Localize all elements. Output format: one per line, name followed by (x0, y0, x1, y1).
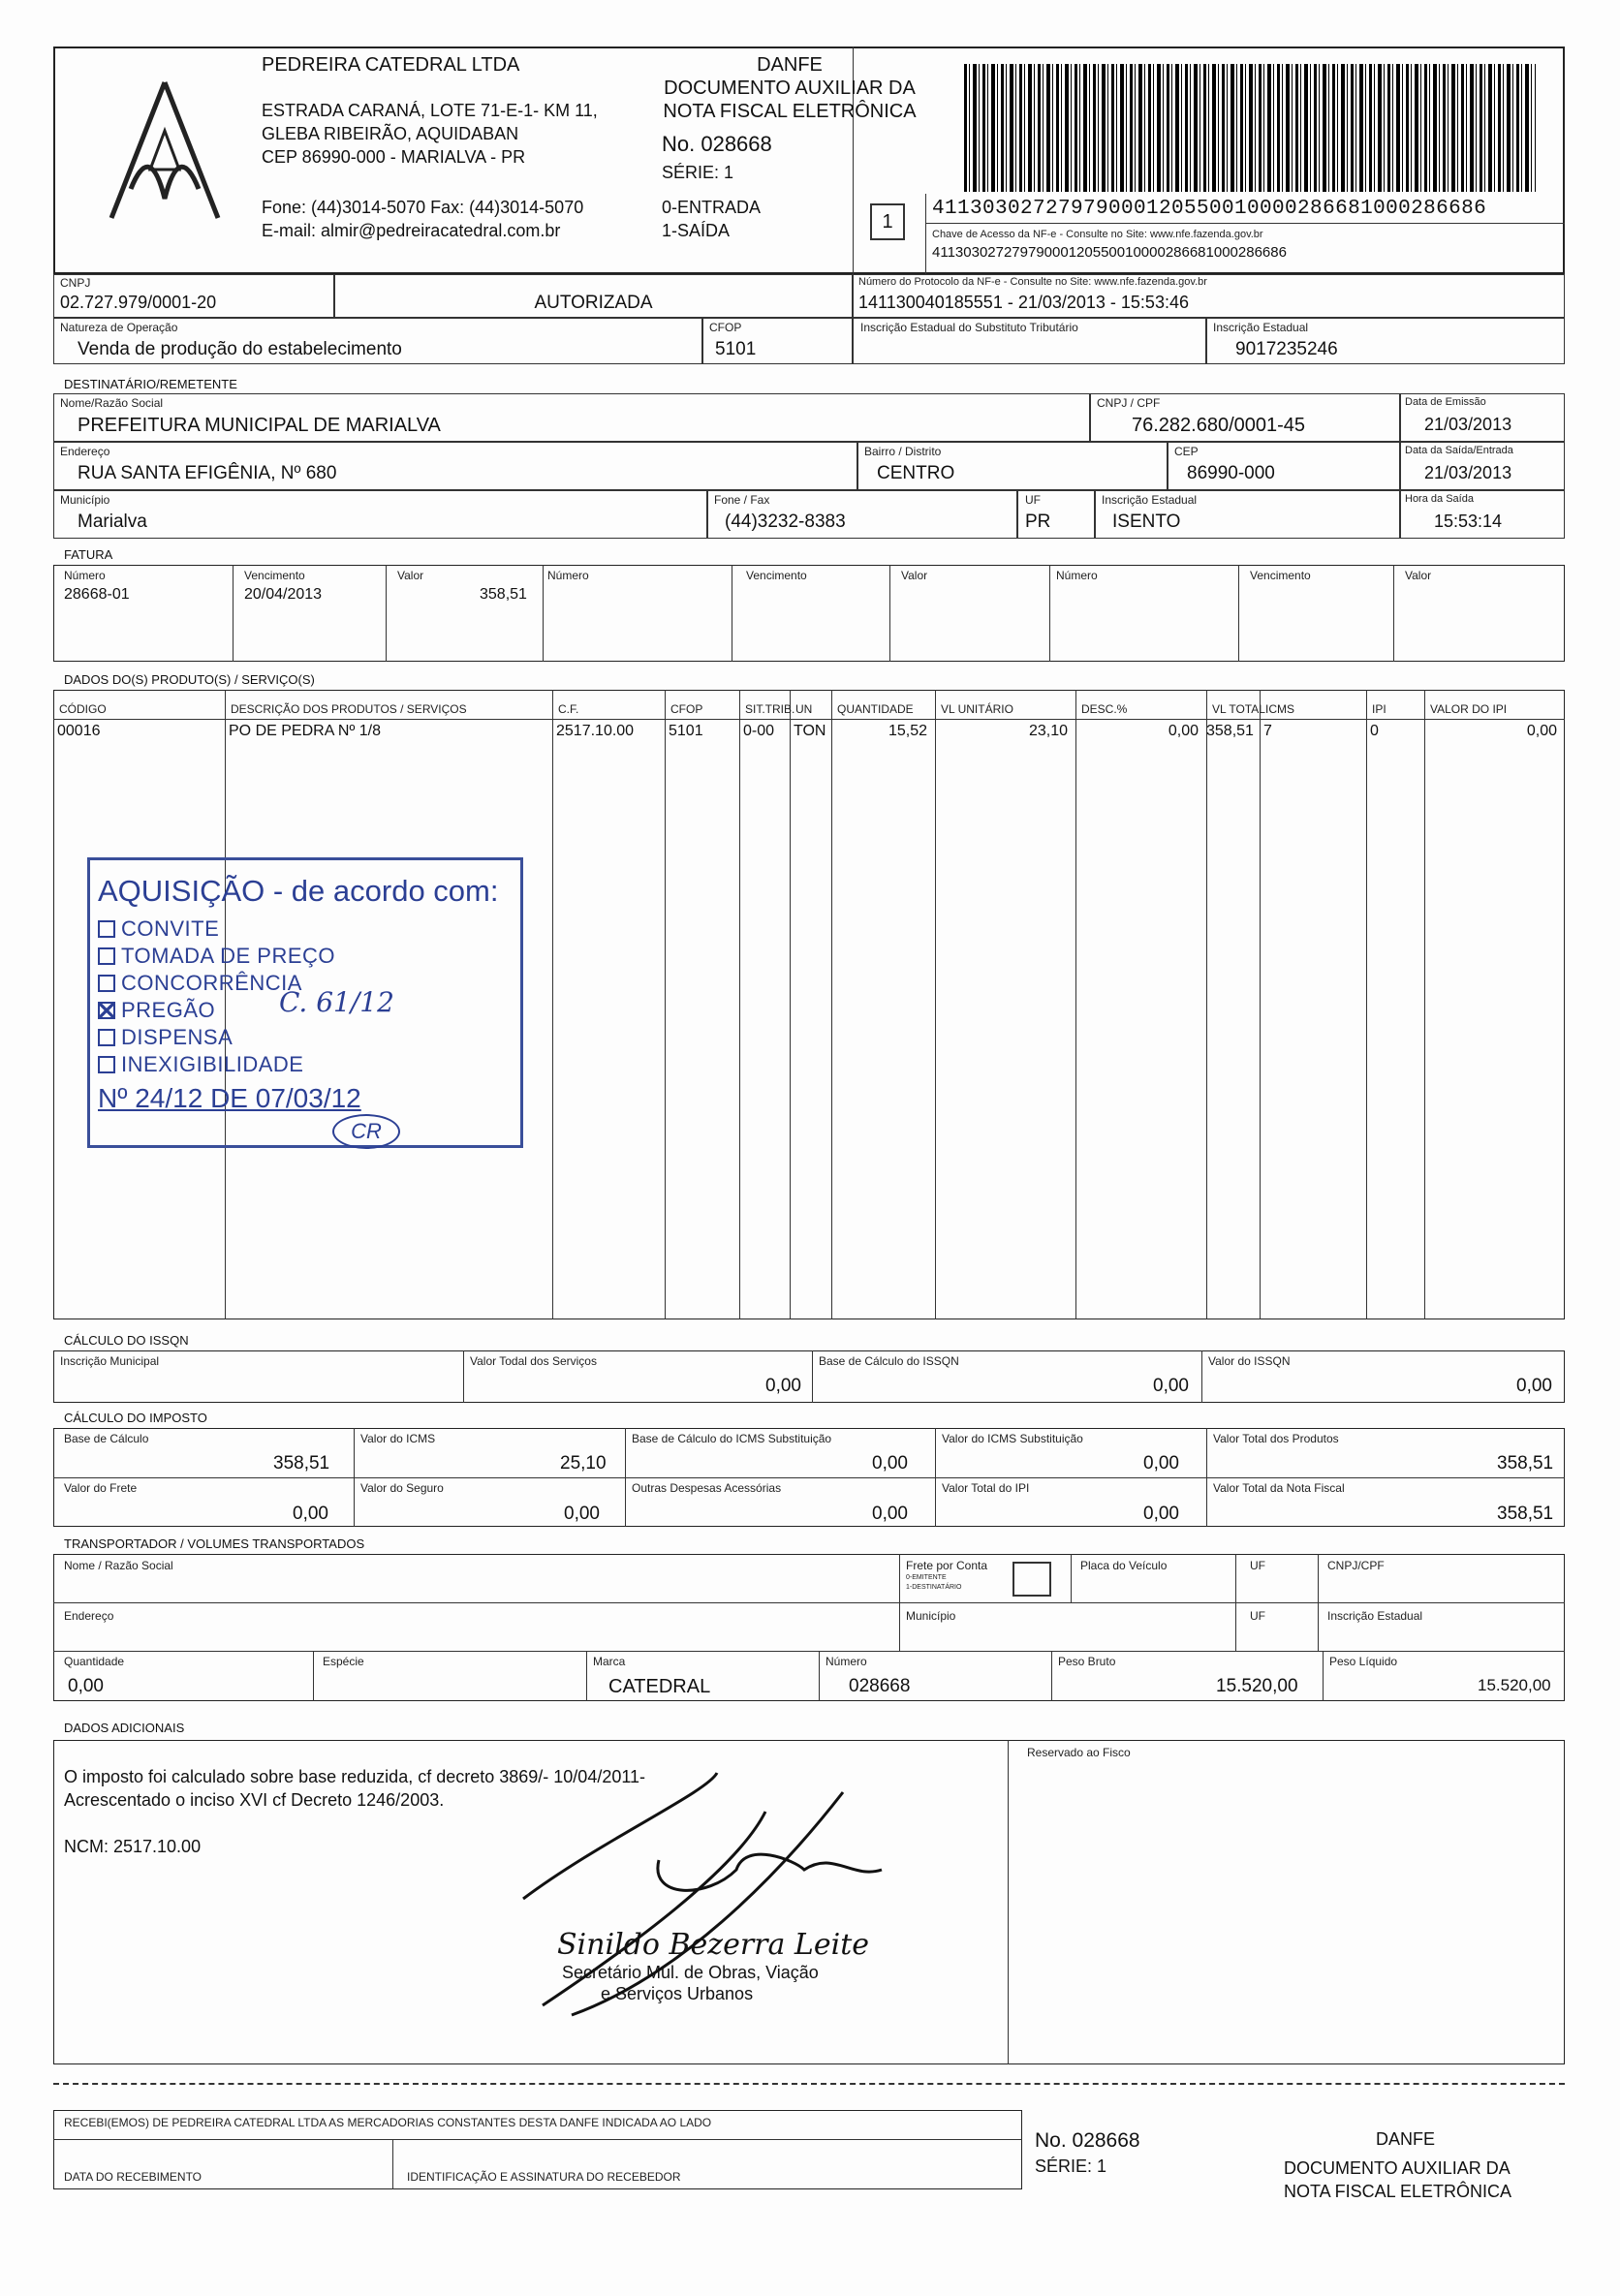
imposto-secao: CÁLCULO DO IMPOSTO (64, 1411, 207, 1425)
imposto-icms: 25,10 (560, 1453, 607, 1474)
produtos-header-cell: DESCRIÇÃO DOS PRODUTOS / SERVIÇOS (231, 702, 467, 716)
dest-cnpj: 76.282.680/0001-45 (1132, 415, 1306, 436)
danfe-tipo-box (870, 203, 905, 240)
imposto-frete: 0,00 (293, 1504, 328, 1524)
fatura-venc-label-3: Vencimento (1250, 569, 1311, 582)
fatura-venc-label: Vencimento (244, 569, 305, 582)
produtos-header-cell: CÓDIGO (59, 702, 107, 716)
canhoto-ident-label: IDENTIFICAÇÃO E ASSINATURA DO RECEBEDOR (407, 2170, 681, 2184)
assinatura-nome: Sinildo Bezerra Leite (557, 1928, 870, 1962)
fisco-label: Reservado ao Fisco (1027, 1746, 1131, 1759)
transp-frete-box (1012, 1562, 1051, 1597)
stamp-titulo: AQUISIÇÃO - de acordo com: (98, 874, 499, 908)
fatura-numero-label-2: Número (547, 569, 589, 582)
canhoto-serie: SÉRIE: 1 (1035, 2156, 1107, 2176)
produtos-cell: 0,00 (1168, 723, 1199, 739)
imposto-nota-label: Valor Total da Nota Fiscal (1213, 1481, 1345, 1495)
canhoto-data-label: DATA DO RECEBIMENTO (64, 2170, 202, 2184)
canhoto-danfe: DANFE (1376, 2129, 1436, 2149)
transporte-box (53, 1554, 1565, 1701)
stamp-opcao-pregao-label: PREGÃO (121, 998, 216, 1022)
transp-frete-label: Frete por Conta (906, 1559, 988, 1572)
imposto-produtos-label: Valor Total dos Produtos (1213, 1432, 1339, 1445)
dest-endereco-label: Endereço (60, 445, 110, 458)
emitente-fone: Fone: (44)3014-5070 Fax: (44)3014-5070 (262, 198, 584, 217)
protocolo-label: Número do Protocolo da NF-e - Consulte no Site: www.nfe.fazenda.gov.br (858, 276, 1207, 288)
adicionais-secao: DADOS ADICIONAIS (64, 1721, 185, 1735)
checkbox-icon (98, 975, 115, 992)
produtos-header-cell: SIT.TRIB. (745, 702, 795, 716)
imposto-outras: 0,00 (872, 1504, 908, 1524)
assinatura-cargo1: Secretário Mul. de Obras, Viação (562, 1963, 819, 1982)
transp-cnpj-label: CNPJ/CPF (1327, 1559, 1385, 1572)
checked-checkbox-icon (98, 1002, 115, 1019)
dest-nome: PREFEITURA MUNICIPAL DE MARIALVA (78, 415, 441, 436)
emitente-endereco3: CEP 86990-000 - MARIALVA - PR (262, 147, 526, 167)
imposto-base: 358,51 (273, 1453, 330, 1474)
issqn-secao: CÁLCULO DO ISSQN (64, 1333, 189, 1348)
dest-ie-label: Inscrição Estadual (1102, 493, 1198, 507)
produtos-column-divider (831, 690, 832, 1319)
cfop-label: CFOP (709, 321, 742, 334)
imposto-seguro: 0,00 (564, 1504, 600, 1524)
imposto-base-st-label: Base de Cálculo do ICMS Substituição (632, 1432, 832, 1445)
dest-cnpj-label: CNPJ / CPF (1097, 396, 1161, 410)
transp-bruto-label: Peso Bruto (1058, 1655, 1116, 1668)
protocolo-valor: 141130040185551 - 21/03/2013 - 15:53:46 (858, 293, 1189, 312)
danfe-saida: 1-SAÍDA (662, 221, 731, 240)
produtos-column-divider (1424, 690, 1425, 1319)
transp-frete-op2: 1-DESTINATÁRIO (906, 1584, 962, 1591)
stamp-rubrica (332, 1114, 400, 1149)
danfe-entrada: 0-ENTRADA (662, 198, 762, 217)
imposto-icms-st-label: Valor do ICMS Substituição (942, 1432, 1083, 1445)
natureza-label: Natureza de Operação (60, 321, 178, 334)
produtos-cell: TON (794, 723, 826, 739)
emitente-nome: PEDREIRA CATEDRAL LTDA (262, 54, 520, 76)
canhoto-numero: No. 028668 (1035, 2129, 1140, 2152)
canhoto-doc2: NOTA FISCAL ELETRÔNICA (1284, 2182, 1512, 2201)
produtos-cell: 15,52 (888, 723, 927, 739)
cnpj-label: CNPJ (60, 276, 91, 290)
imposto-base-label: Base de Cálculo (64, 1432, 149, 1445)
transp-liquido-label: Peso Líquido (1329, 1655, 1398, 1668)
transp-marca: CATEDRAL (608, 1676, 711, 1697)
produtos-header-cell: UN (795, 702, 813, 716)
assinatura-cargo2: e Serviços Urbanos (601, 1984, 754, 2003)
checkbox-icon (98, 947, 115, 965)
produtos-header-cell: VL UNITÁRIO (941, 702, 1013, 716)
produtos-column-divider (1366, 690, 1367, 1319)
transp-uf2-label: UF (1250, 1609, 1265, 1623)
transp-bruto: 15.520,00 (1216, 1676, 1298, 1696)
produtos-header-cell: ICMS (1265, 702, 1294, 716)
produtos-column-divider (1206, 690, 1207, 1319)
issqn-inscricao-label: Inscrição Municipal (60, 1354, 160, 1368)
chave-numero: 41130302727979000120550010000286681000286686 (932, 244, 1287, 261)
stamp-opcao-convite-label: CONVITE (121, 916, 220, 941)
ie-valor: 9017235246 (1235, 339, 1338, 359)
transp-endereco-label: Endereço (64, 1609, 114, 1623)
cnpj-valor: 02.727.979/0001-20 (60, 293, 217, 312)
dest-uf: PR (1025, 512, 1051, 532)
produtos-cell: 00016 (57, 723, 101, 739)
produtos-header-cell: C.F. (558, 702, 579, 716)
stamp-opcao-concorrencia-label: CONCORRÊNCIA (121, 971, 302, 995)
danfe-numero: No. 028668 (662, 132, 772, 156)
checkbox-icon (98, 920, 115, 938)
stamp-opcao-pregao (98, 998, 215, 1023)
produtos-secao: DADOS DO(S) PRODUTO(S) / SERVIÇO(S) (64, 672, 315, 687)
fatura-venc-label-2: Vencimento (746, 569, 807, 582)
produtos-header-cell: VALOR DO IPI (1430, 702, 1508, 716)
imposto-ipi-label: Valor Total do IPI (942, 1481, 1030, 1495)
stamp-opcao-dispensa-label: DISPENSA (121, 1025, 234, 1049)
chave-label: Chave de Acesso da NF-e - Consulte no Site: www.nfe.fazenda.gov.br (932, 229, 1263, 240)
stamp-opcao-tomada-label: TOMADA DE PREÇO (121, 944, 336, 968)
transp-marca-label: Marca (593, 1655, 626, 1668)
transp-qtd: 0,00 (68, 1676, 104, 1696)
issqn-servicos-label: Valor Todal dos Serviços (470, 1354, 597, 1368)
dest-hora-label: Hora da Saída (1405, 493, 1474, 505)
adicionais-linha1: O imposto foi calculado sobre base reduzida, cf decreto 3869/- 10/04/2011- (64, 1767, 646, 1786)
produtos-column-divider (665, 690, 666, 1319)
stamp-contrato: C. 61/12 (279, 986, 394, 1018)
danfe-subtitulo2: NOTA FISCAL ELETRÔNICA (663, 101, 917, 122)
imposto-base-st: 0,00 (872, 1453, 908, 1474)
ie-label: Inscrição Estadual (1213, 321, 1309, 334)
fatura-valor-label-2: Valor (901, 569, 928, 582)
dest-nome-label: Nome/Razão Social (60, 396, 164, 410)
produtos-header-cell: CFOP (670, 702, 703, 716)
produtos-column-divider (935, 690, 936, 1319)
transp-especie-label: Espécie (323, 1655, 364, 1668)
canhoto-doc1: DOCUMENTO AUXILIAR DA (1284, 2158, 1511, 2178)
dest-bairro-label: Bairro / Distrito (864, 445, 942, 458)
dest-ie: ISENTO (1112, 512, 1181, 532)
fatura-venc: 20/04/2013 (244, 586, 323, 603)
produtos-cell: 2517.10.00 (556, 723, 635, 739)
imposto-seguro-label: Valor do Seguro (360, 1481, 444, 1495)
issqn-servicos: 0,00 (765, 1376, 801, 1396)
destinatario-secao: DESTINATÁRIO/REMETENTE (64, 377, 237, 391)
dest-fone: (44)3232-8383 (725, 512, 846, 532)
produtos-column-divider (1260, 690, 1261, 1319)
dest-uf-label: UF (1025, 493, 1041, 507)
fatura-numero-label: Número (64, 569, 106, 582)
issqn-valor: 0,00 (1516, 1376, 1552, 1396)
dest-saida: 21/03/2013 (1424, 463, 1512, 482)
stamp-rubrica-text: CR (351, 1119, 382, 1143)
produtos-header-cell: VL TOTAL (1212, 702, 1265, 716)
dest-municipio: Marialva (78, 512, 147, 532)
ie-st-label: Inscrição Estadual do Substituto Tributário (860, 321, 1078, 334)
imposto-produtos: 358,51 (1497, 1453, 1554, 1474)
dest-emissao-label: Data de Emissão (1405, 396, 1486, 408)
produtos-header-cell: QUANTIDADE (837, 702, 914, 716)
fatura-valor-label-4: Valor (1405, 569, 1432, 582)
produtos-column-divider (790, 690, 791, 1319)
emitente-endereco2: GLEBA RIBEIRÃO, AQUIDABAN (262, 124, 519, 143)
produtos-cell: 0,00 (1526, 723, 1557, 739)
transp-nome-label: Nome / Razão Social (64, 1559, 173, 1572)
stamp-opcao-inexigibilidade (98, 1052, 303, 1077)
adicionais-ncm: NCM: 2517.10.00 (64, 1837, 202, 1856)
dest-hora: 15:53:14 (1434, 512, 1503, 531)
dest-fone-label: Fone / Fax (714, 493, 770, 507)
fatura-valor: 358,51 (480, 586, 527, 603)
danfe-subtitulo1: DOCUMENTO AUXILIAR DA (664, 78, 916, 99)
stamp-opcao-tomada (98, 944, 335, 969)
stamp-opcao-concorrencia (98, 971, 302, 996)
produtos-cell: PO DE PEDRA Nº 1/8 (229, 723, 382, 739)
produtos-cell: 5101 (669, 723, 703, 739)
emitente-endereco1: ESTRADA CARANÁ, LOTE 71-E-1- KM 11, (262, 101, 598, 120)
issqn-base: 0,00 (1153, 1376, 1189, 1396)
produtos-column-divider (1075, 690, 1076, 1319)
transp-numero: 028668 (849, 1676, 911, 1696)
transp-qtd-label: Quantidade (64, 1655, 125, 1668)
dest-emissao: 21/03/2013 (1424, 415, 1512, 434)
issqn-valor-label: Valor do ISSQN (1208, 1354, 1291, 1368)
fatura-valor-label: Valor (397, 569, 424, 582)
aquisicao-stamp (87, 857, 523, 1148)
barcode (964, 64, 1536, 192)
imposto-frete-label: Valor do Frete (64, 1481, 138, 1495)
stamp-opcao-convite (98, 916, 219, 942)
produtos-cell: 7 (1263, 723, 1272, 739)
imposto-nota: 358,51 (1497, 1504, 1554, 1524)
issqn-base-label: Base de Cálculo do ISSQN (819, 1354, 959, 1368)
status-autorizada: AUTORIZADA (534, 293, 653, 313)
transp-numero-label: Número (826, 1655, 867, 1668)
dest-municipio-cell (53, 490, 707, 539)
imposto-icms-st: 0,00 (1143, 1453, 1179, 1474)
checkbox-icon (98, 1029, 115, 1046)
emitente-email: E-mail: almir@pedreiracatedral.com.br (262, 221, 561, 240)
dest-municipio-label: Município (60, 493, 110, 507)
cfop-valor: 5101 (715, 339, 757, 359)
imposto-ipi: 0,00 (1143, 1504, 1179, 1524)
produtos-cell: 358,51 (1206, 723, 1254, 739)
transp-municipio-label: Município (906, 1609, 956, 1623)
transporte-secao: TRANSPORTADOR / VOLUMES TRANSPORTADOS (64, 1536, 365, 1551)
transp-liquido: 15.520,00 (1478, 1676, 1551, 1694)
dest-cep: 86990-000 (1187, 463, 1275, 483)
produtos-cell: 0 (1370, 723, 1379, 739)
perforation-line (53, 2083, 1565, 2085)
produtos-cell: 0-00 (743, 723, 775, 739)
stamp-numero: Nº 24/12 DE 07/03/12 (98, 1083, 361, 1113)
checkbox-icon (98, 1056, 115, 1073)
stamp-opcao-dispensa (98, 1025, 233, 1050)
danfe-tipo: 1 (882, 211, 893, 233)
dest-cep-label: CEP (1174, 445, 1199, 458)
imposto-icms-label: Valor do ICMS (360, 1432, 436, 1445)
imposto-outras-label: Outras Despesas Acessórias (632, 1481, 782, 1495)
danfe-titulo: DANFE (757, 54, 823, 76)
transp-uf-label: UF (1250, 1559, 1265, 1572)
transp-frete-op1: 0-EMITENTE (906, 1574, 947, 1581)
transp-ie-label: Inscrição Estadual (1327, 1609, 1423, 1623)
fatura-numero-label-3: Número (1056, 569, 1098, 582)
produtos-header-cell: IPI (1372, 702, 1386, 716)
adicionais-linha2: Acrescentado o inciso XVI cf Decreto 1246/2003. (64, 1790, 445, 1810)
produtos-column-divider (552, 690, 553, 1319)
dest-endereco: RUA SANTA EFIGÊNIA, Nº 680 (78, 463, 337, 483)
issqn-box (53, 1350, 1565, 1403)
danfe-serie: SÉRIE: 1 (662, 163, 734, 182)
fatura-secao: FATURA (64, 547, 113, 562)
natureza-valor: Venda de produção do estabelecimento (78, 339, 402, 359)
stamp-opcao-inexigibilidade-label: INEXIGIBILIDADE (121, 1052, 304, 1076)
transp-placa-label: Placa do Veículo (1080, 1559, 1168, 1572)
produtos-cell: 23,10 (1028, 723, 1068, 739)
chave-barcode-numero: 41130302727979000120550010000286681000286686 (932, 198, 1487, 220)
canhoto-recebemos: RECEBI(EMOS) DE PEDREIRA CATEDRAL LTDA AS MERCADORIAS CONSTANTES DESTA DANFE INDICADA AO LADO (64, 2116, 712, 2129)
produtos-column-divider (739, 690, 740, 1319)
dest-bairro: CENTRO (877, 463, 955, 483)
company-logo (92, 73, 237, 237)
dest-saida-label: Data da Saída/Entrada (1405, 445, 1513, 456)
produtos-header-cell: DESC.% (1081, 702, 1128, 716)
fatura-numero: 28668-01 (64, 586, 130, 603)
